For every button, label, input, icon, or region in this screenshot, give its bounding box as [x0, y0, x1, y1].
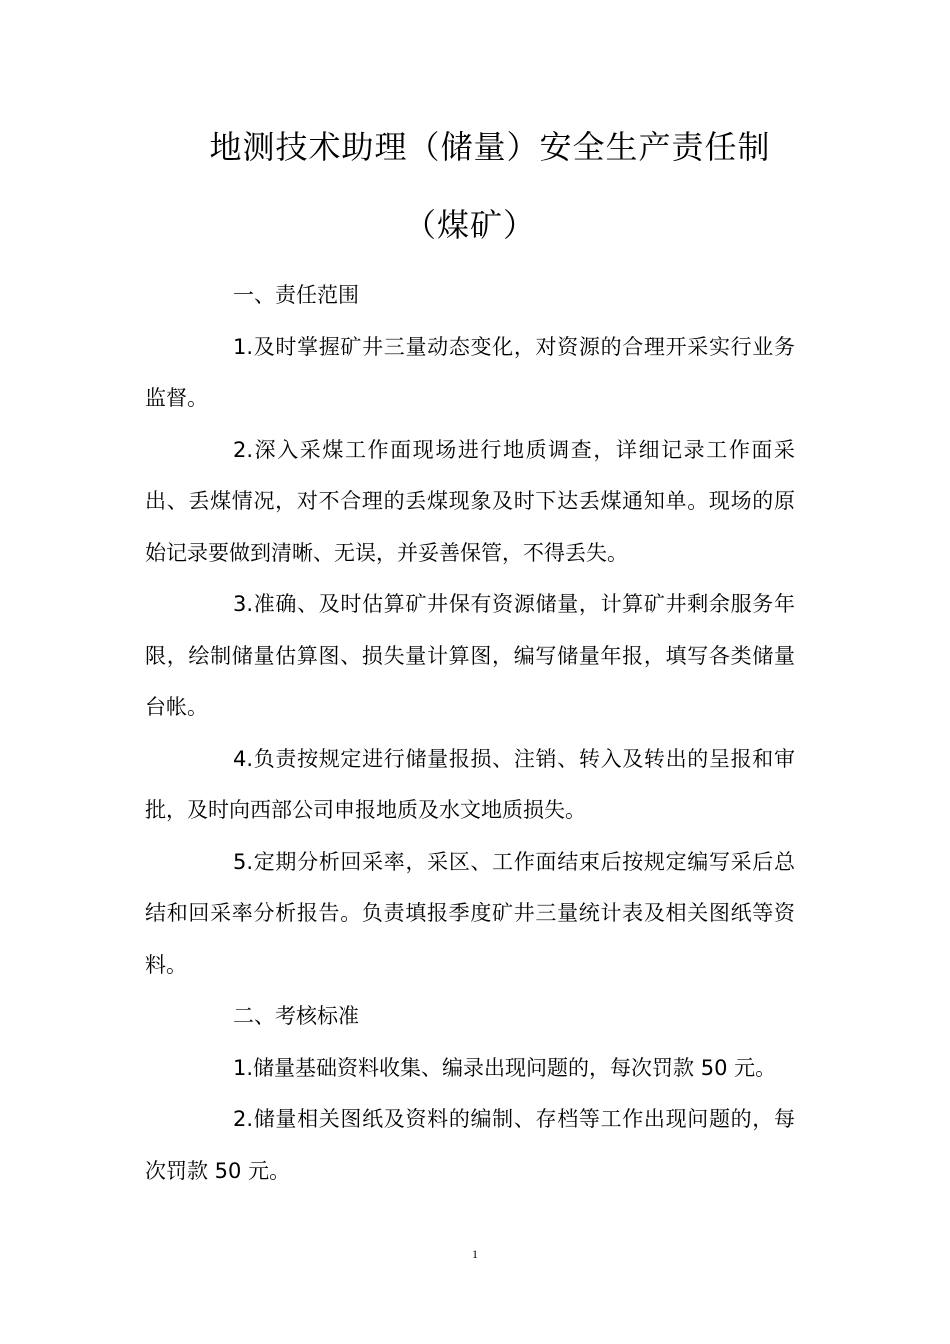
section1-heading: 一、责任范围: [233, 283, 359, 307]
section1-item-5: 5.定期分析回采率，采区、工作面结束后按规定编写采后总结和回采率分析报告。负责填报季度矿井三量统计表及相关图纸等资料。: [145, 849, 795, 977]
document-title-line1: 地测技术助理（储量）安全生产责任制: [209, 128, 771, 166]
section2-item-2: 2.储量相关图纸及资料的编制、存档等工作出现问题的，每次罚款 50 元。: [145, 1107, 795, 1183]
section1-item-2: 2.深入采煤工作面现场进行地质调查，详细记录工作面采出、丢煤情况，对不合理的丢煤现象及时下达丢煤通知单。现场的原始记录要做到清晰、无误，并妥善保管，不得丢失。: [145, 437, 795, 565]
section2-heading: 二、考核标准: [233, 1004, 359, 1028]
section1-item-3: 3.准确、及时估算矿井保有资源储量，计算矿井剩余服务年限，绘制储量估算图、损失量计算图，编写储量年报，填写各类储量台帐。: [145, 592, 795, 719]
section1-item-4: 4.负责按规定进行储量报损、注销、转入及转出的呈报和审批，及时向西部公司申报地质及水文地质损失。: [145, 746, 795, 822]
document-body: [145, 270, 795, 1197]
section2-item-1: 1.储量基础资料收集、编录出现问题的，每次罚款 50 元。: [233, 1055, 777, 1080]
section1-item-1: 1.及时掌握矿井三量动态变化，对资源的合理开采实行业务监督。: [145, 334, 795, 410]
page-number: 1: [472, 1247, 478, 1261]
document-title-line2: （煤矿）: [403, 206, 536, 244]
